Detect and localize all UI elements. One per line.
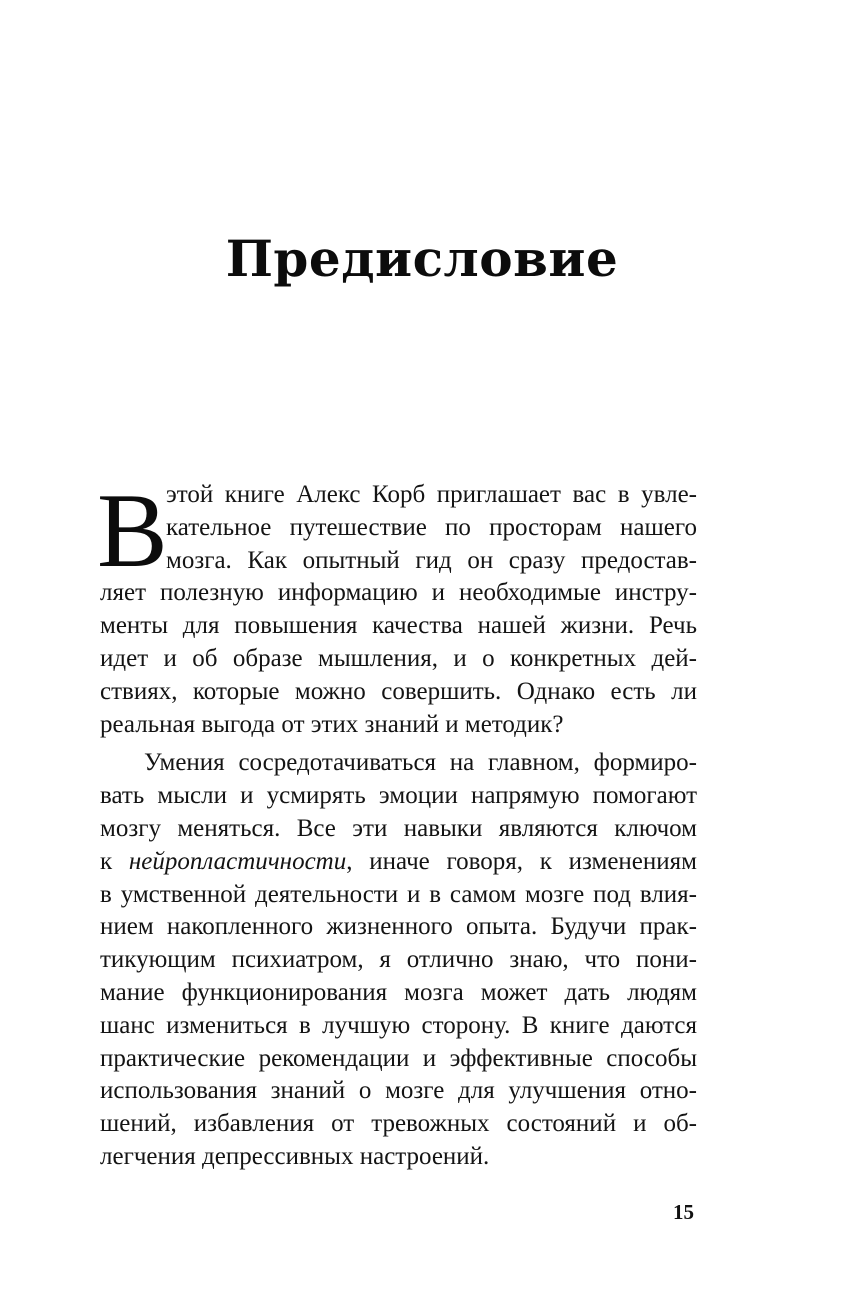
page-number: 15	[673, 1200, 694, 1224]
paragraph-2	[100, 747, 697, 1173]
body-text	[97, 472, 697, 1174]
text-line: использования знаний о мозге для улучшения отно-	[100, 1077, 697, 1105]
text-line: тикующим психиатром, я отлично знаю, что пони-	[100, 946, 697, 974]
drop-cap: В	[97, 472, 168, 589]
text-line: реальная выгода от этих знаний и методик?	[100, 710, 564, 738]
text-line: мозгу меняться. Все эти навыки являются ключом	[100, 814, 697, 842]
text-line: ствиях, которые можно совершить. Однако есть ли	[100, 677, 697, 705]
text-line: шанс измениться в лучшую сторону. В книге даются	[100, 1011, 697, 1039]
text-line: ляет полезную информацию и необходимые инстру-	[100, 579, 697, 607]
text-line: мание функционирования мозга может дать людям	[100, 978, 697, 1006]
text-line: Умения сосредотачиваться на главном, формиро-	[144, 749, 697, 777]
text-line: легчения депрессивных настроений.	[100, 1142, 490, 1170]
text-line: шений, избавления от тревожных состояний и об-	[100, 1110, 697, 1138]
page-title: Предисловие	[225, 229, 619, 288]
text-line: менты для повышения качества нашей жизни. Речь	[100, 612, 697, 640]
text-fragment: , иначе говоря, к изменениям	[346, 847, 697, 875]
text-line: кательное путешествие по просторам нашего	[166, 513, 697, 541]
text-line: мозга. Как опытный гид он сразу предостав-	[166, 546, 697, 574]
text-line: этой книге Алекс Корб приглашает вас в увле-	[166, 481, 697, 508]
text-line: вать мысли и усмирять эмоции напрямую помогают	[100, 782, 697, 810]
text-line: практические рекомендации и эффективные способы	[100, 1044, 697, 1072]
text-fragment: к	[100, 847, 129, 875]
text-line: нием накопленного жизненного опыта. Будучи прак-	[100, 913, 697, 941]
text-line: в умственной деятельности и в самом мозге под влия-	[100, 880, 697, 908]
paragraph-1	[97, 472, 697, 741]
text-line	[100, 846, 697, 879]
text-line: идет и об образе мышления, и о конкретных дей-	[100, 644, 697, 672]
italic-term: нейропластичности	[128, 847, 347, 875]
